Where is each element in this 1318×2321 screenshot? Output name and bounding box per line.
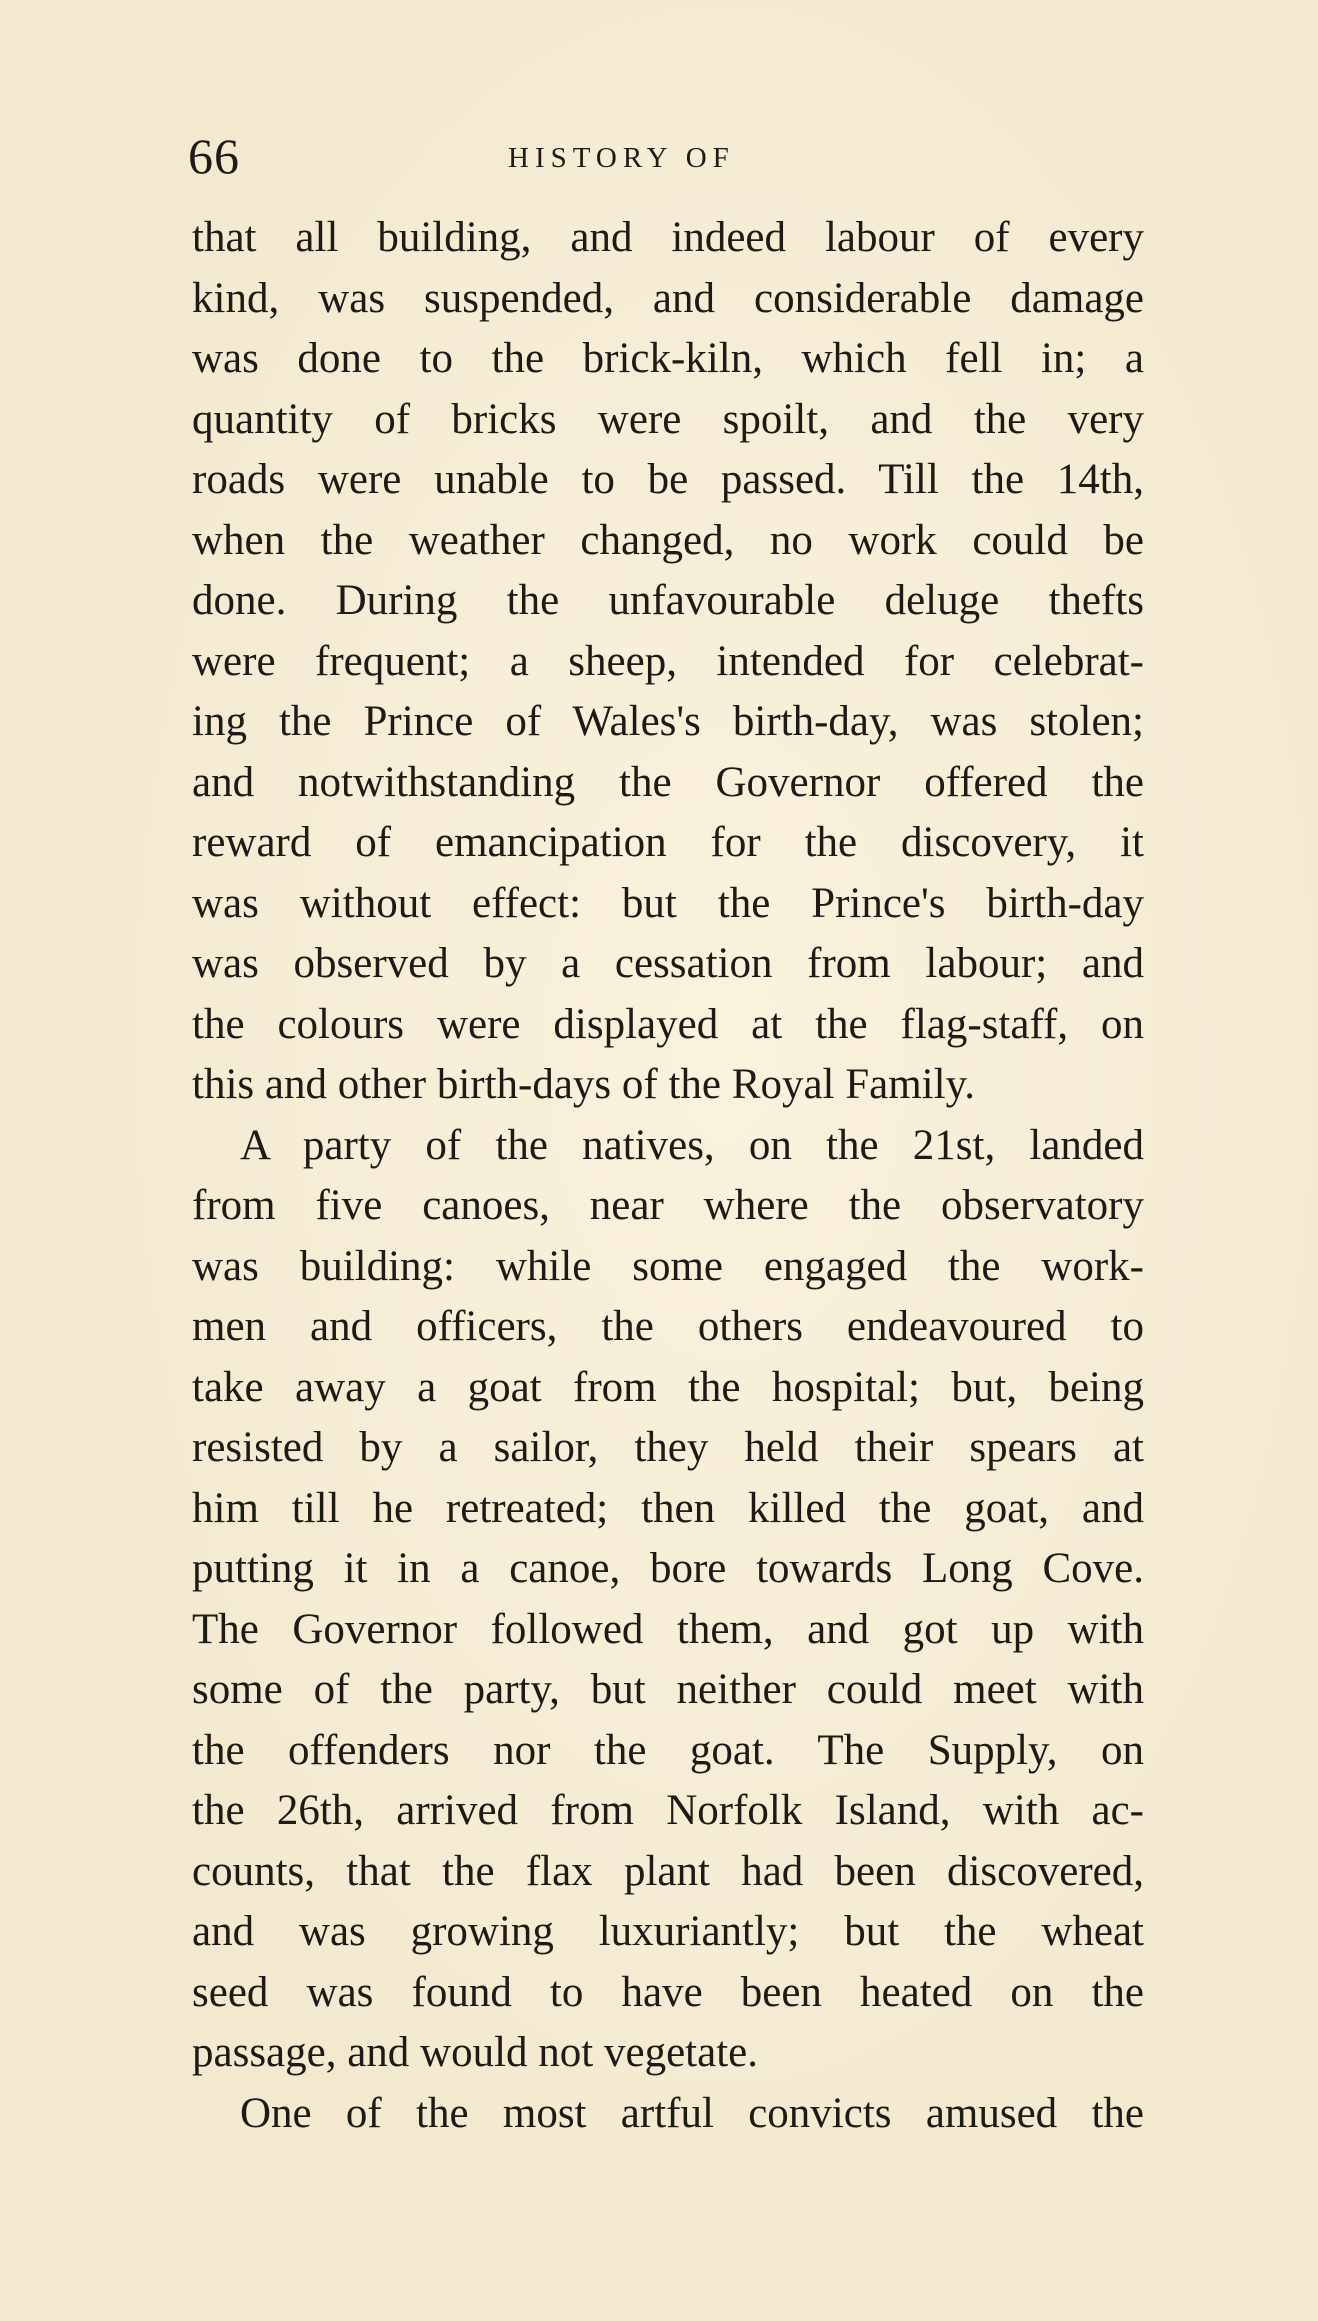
text-line: was observed by a cessation from labour; and [192,940,1144,987]
text-line: resisted by a sailor, they held their spears at [192,1424,1144,1471]
text-line: and was growing luxuriantly; but the wheat [192,1908,1144,1955]
text-line: him till he retreated; then killed the goat, and [192,1484,1144,1532]
text-line: putting it in a canoe, bore towards Long Cove. [192,1545,1144,1592]
text-line: was building: while some engaged the work- [192,1242,1144,1290]
text-line: done. During the unfavourable deluge thefts [192,577,1144,624]
text-line: men and officers, the others endeavoured to [192,1303,1144,1350]
text-line: ing the Prince of Wales's birth-day, was stolen; [192,698,1144,745]
text-line: that all building, and indeed labour of every [192,214,1144,261]
paragraph-start-line: A party of the natives, on the 21st, landed [240,1121,1144,1169]
text-line: The Governor followed them, and got up with [192,1605,1144,1653]
text-line: from five canoes, near where the observatory [192,1182,1144,1229]
paragraph-end-line: this and other birth-days of the Royal Family. [192,1061,976,1108]
paragraph-start-line: One of the most artful convicts amused the [240,2089,1144,2137]
text-line: the offenders nor the goat. The Supply, on [192,1726,1144,1774]
running-head [188,128,1148,198]
text-line: the 26th, arrived from Norfolk Island, with ac- [192,1787,1144,1834]
running-title: HISTORY OF [508,142,735,174]
text-line: take away a goat from the hospital; but, being [192,1363,1144,1411]
text-line: counts, that the flax plant had been discovered, [192,1847,1144,1895]
text-line: when the weather changed, no work could be [192,516,1144,564]
text-line: and notwithstanding the Governor offered the [192,758,1144,806]
text-line: seed was found to have been heated on the [192,1968,1144,2016]
paragraph-end-line: passage, and would not vegetate. [192,2029,758,2076]
text-line: kind, was suspended, and considerable damage [192,274,1144,322]
body-text [192,208,1144,2144]
text-line: roads were unable to be passed. Till the 14th, [192,456,1144,503]
text-line: some of the party, but neither could meet with [192,1666,1144,1713]
text-line: was without effect: but the Prince's birth-day [192,879,1144,927]
page-number: 66 [188,128,240,184]
text-line: were frequent; a sheep, intended for celebrat- [192,637,1144,685]
text-line: the colours were displayed at the flag-staff, on [192,1000,1144,1048]
text-line: was done to the brick-kiln, which fell in; a [192,335,1144,382]
text-line: quantity of bricks were spoilt, and the very [192,395,1144,443]
text-line: reward of emancipation for the discovery, it [192,819,1144,866]
